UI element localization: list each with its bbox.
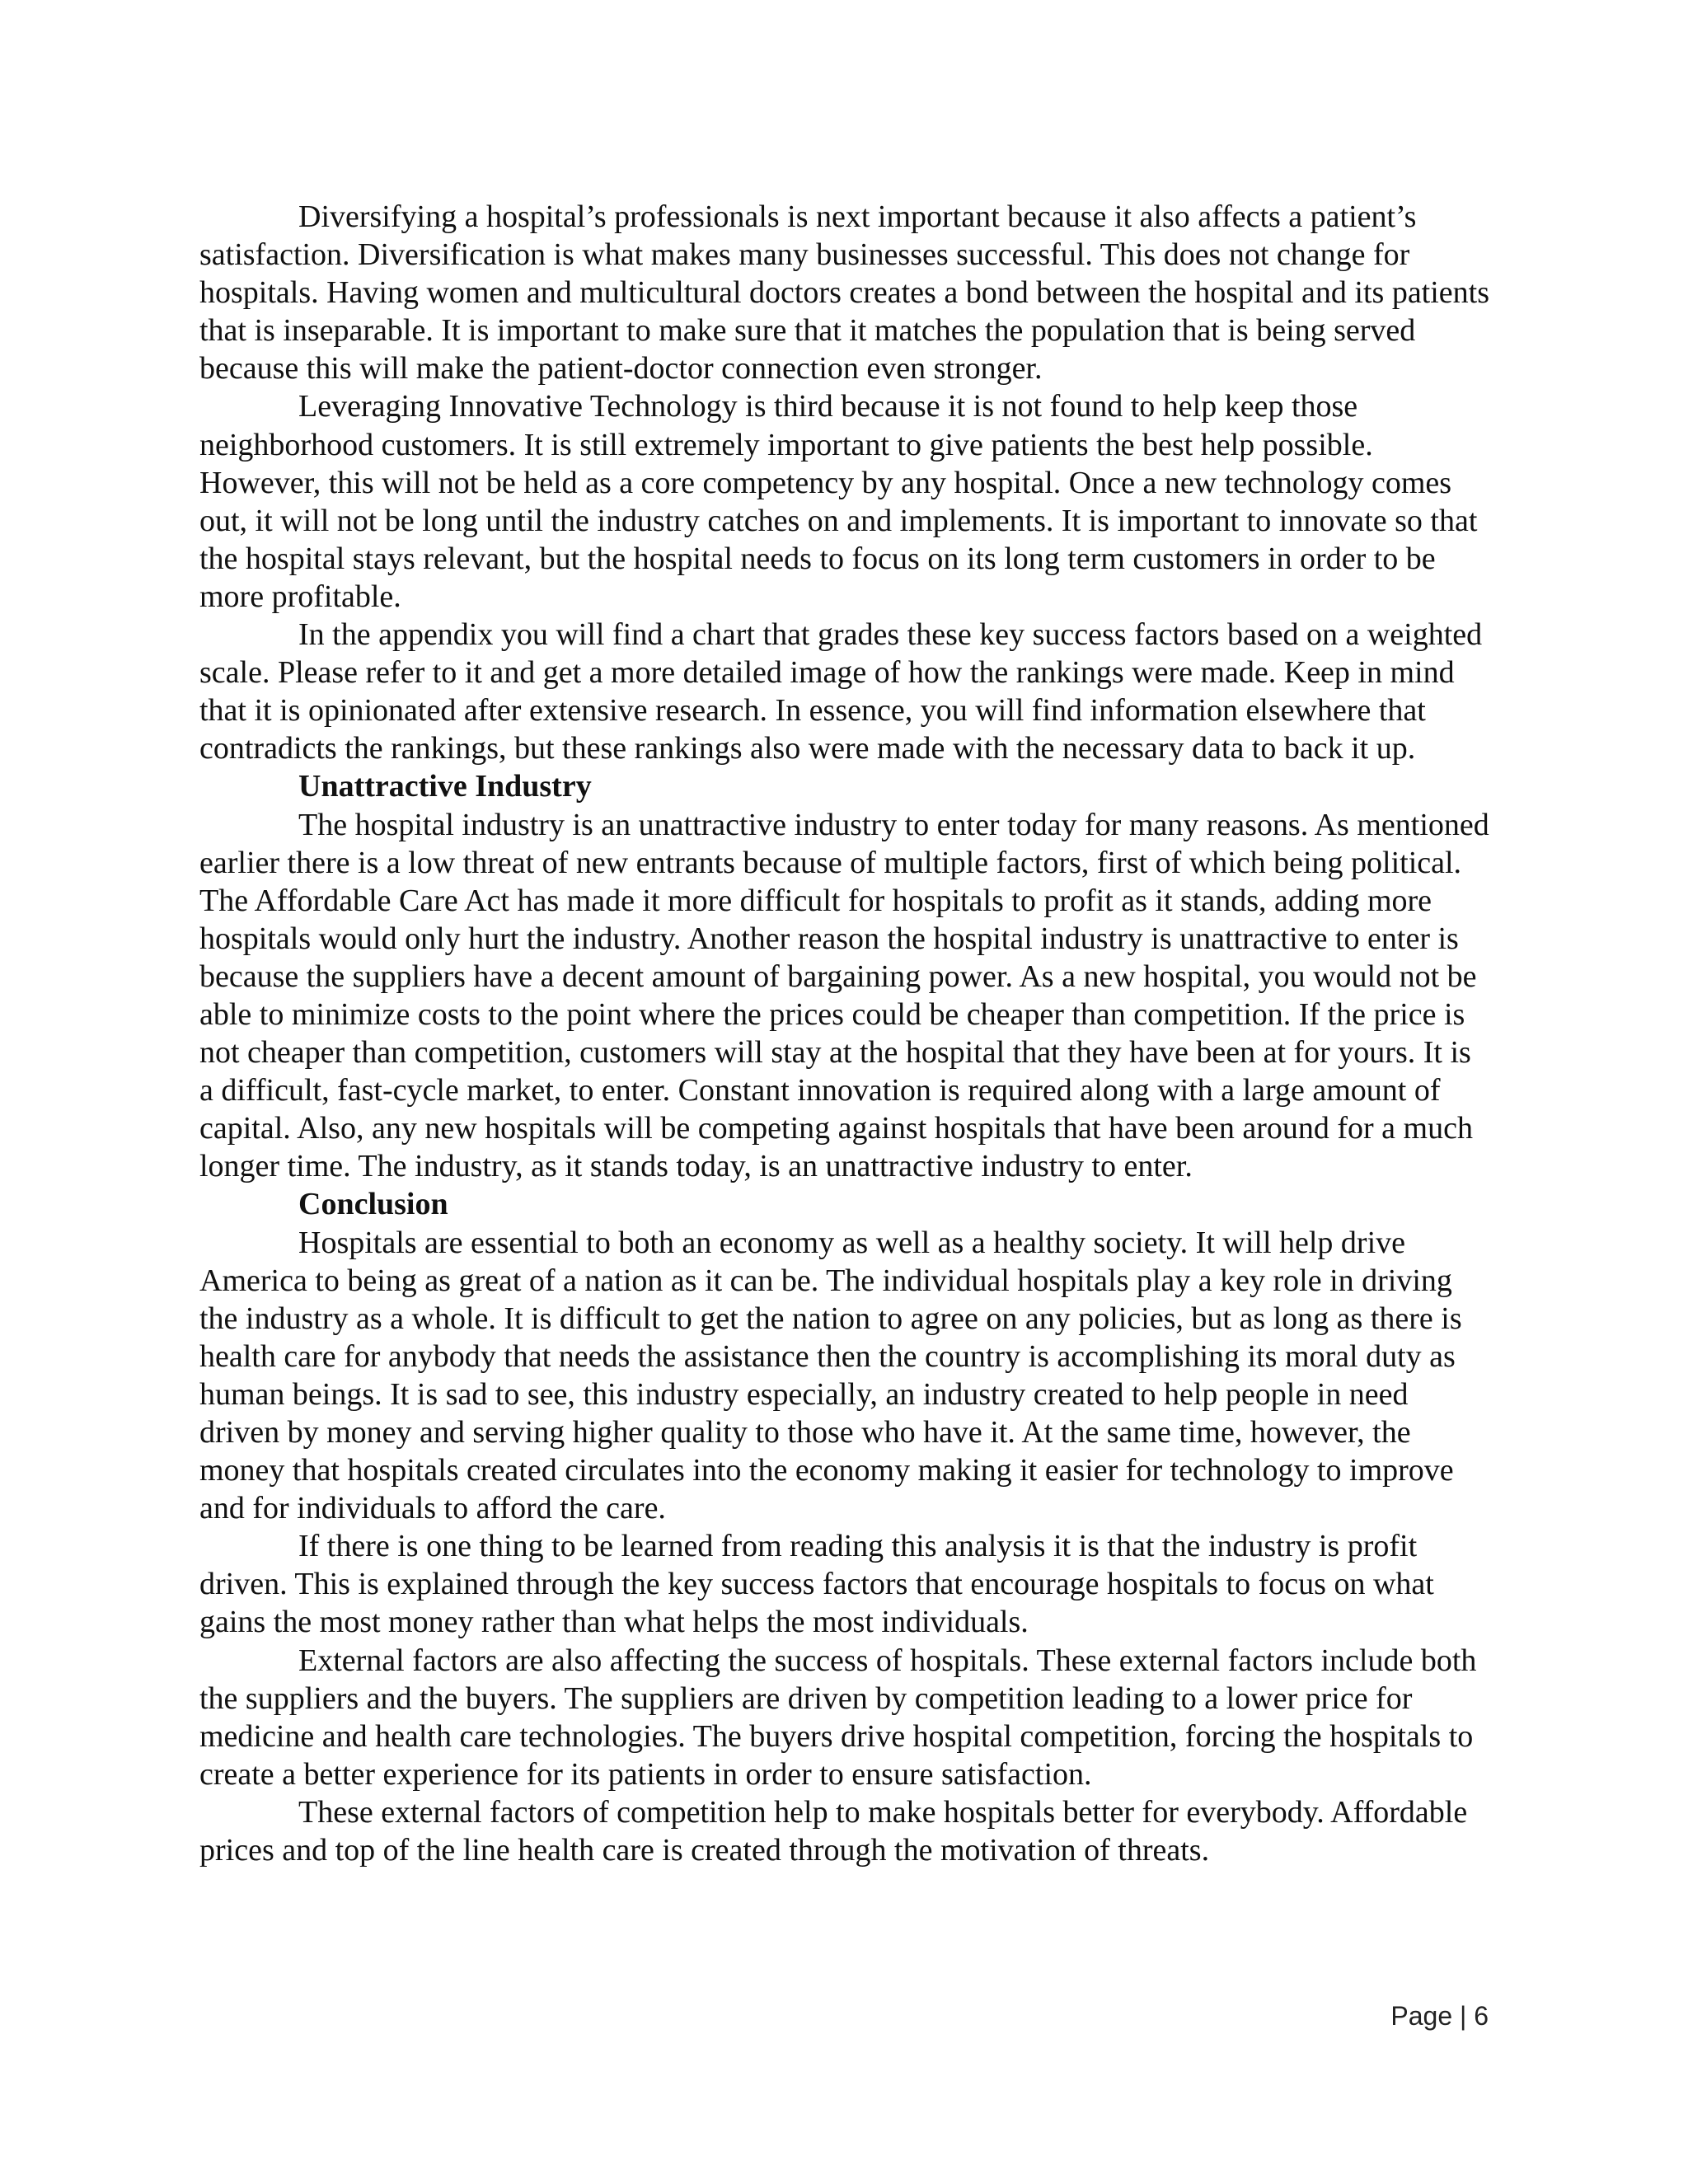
- heading-unattractive-industry: Unattractive Industry: [298, 769, 592, 804]
- paragraph-diversifying: Diversifying a hospital’s professionals is next important because it also affects a patient’s satisfaction. Diversification is what makes many businesses successful. This does not change for hospitals. Having women and multicultural doctors creates a bond between the hospital and its patients that is inseparable. It is important to make sure that it matches the population that is being served because this will make the patient-doctor connection even stronger.: [199, 199, 1490, 387]
- page-number: Page | 6: [1390, 2001, 1489, 2031]
- paragraph-conclusion-competition: These external factors of competition help to make hospitals better for everybody. Affordable prices and top of the line health care is created through the motivation of threats.: [199, 1794, 1468, 1868]
- paragraph-appendix: In the appendix you will find a chart that grades these key success factors based on a weighted scale. Please refer to it and get a more detailed image of how the rankings were made. Keep in mind that it is opinionated after extensive research. In essence, you will find information elsewhere that contradicts the rankings, but these rankings also were made with the necessary data to back it up.: [199, 617, 1483, 766]
- document-body: [199, 198, 1490, 1869]
- paragraph-conclusion-profit: If there is one thing to be learned from reading this analysis it is that the industry is profit driven. This is explained through the key success factors that encourage hospitals to focus on what gains the most money rather than what helps the most individuals.: [199, 1529, 1434, 1640]
- paragraph-conclusion-essential: Hospitals are essential to both an economy as well as a healthy society. It will help drive America to being as great of a nation as it can be. The individual hospitals play a key role in driving the industry as a whole. It is difficult to get the nation to agree on any policies, but as long as there is health care for anybody that needs the assistance then the country is accomplishing its moral duty as human beings. It is sad to see, this industry especially, an industry created to help people in need driven by money and serving higher quality to those who have it. At the same time, however, the money that hospitals created circulates into the economy making it easier for technology to improve and for individuals to afford the care.: [199, 1225, 1462, 1526]
- paragraph-conclusion-external: External factors are also affecting the success of hospitals. These external factors include both the suppliers and the buyers. The suppliers are driven by competition leading to a lower price for medicine and health care technologies. The buyers drive hospital competition, forcing the hospitals to create a better experience for its patients in order to ensure satisfaction.: [199, 1643, 1477, 1792]
- paragraph-technology: Leveraging Innovative Technology is third because it is not found to help keep those neighborhood customers. It is still extremely important to give patients the best help possible. However, this will not be held as a core competency by any hospital. Once a new technology comes out, it will not be long until the industry catches on and implements. It is important to innovate so that the hospital stays relevant, but the hospital needs to focus on its long term customers in order to be more profitable.: [199, 389, 1478, 614]
- heading-conclusion: Conclusion: [298, 1187, 448, 1222]
- paragraph-unattractive-industry: The hospital industry is an unattractive industry to enter today for many reasons. As mentioned earlier there is a low threat of new entrants because of multiple factors, first of which being political. The Affordable Care Act has made it more difficult for hospitals to profit as it stands, adding more hospitals would only hurt the industry. Another reason the hospital industry is unattractive to enter is because the suppliers have a decent amount of bargaining power. As a new hospital, you would not be able to minimize costs to the point where the prices could be cheaper than competition. If the price is not cheaper than competition, customers will stay at the hospital that they have been at for yours. It is a difficult, fast-cycle market, to enter. Constant innovation is required along with a large amount of capital. Also, any new hospitals will be competing against hospitals that have been around for a much longer time. The industry, as it stands today, is an unattractive industry to enter.: [199, 807, 1489, 1184]
